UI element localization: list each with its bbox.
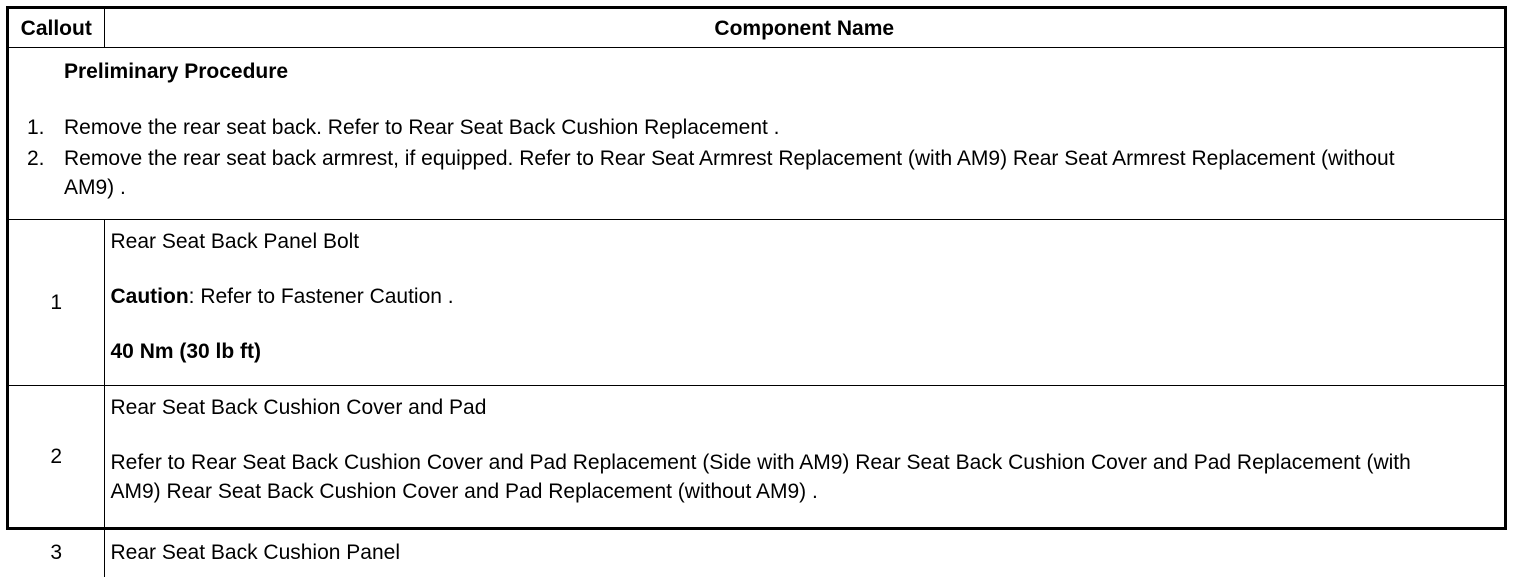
preliminary-step <box>9 113 1504 142</box>
component-name-cell <box>104 220 1504 386</box>
callout-number: 3 <box>9 528 104 577</box>
callout-number: 1 <box>9 220 104 386</box>
preliminary-steps-list <box>9 113 1504 202</box>
torque-spec: 40 Nm (30 lb ft) <box>111 337 1445 366</box>
component-name-column-header: Component Name <box>104 9 1504 48</box>
step-text: Remove the rear seat back armrest, if equipped. Refer to Rear Seat Armrest Replacement (with AM9) Rear Seat Armrest Replacement (without AM9) . <box>64 147 1395 199</box>
component-name-cell <box>104 528 1504 577</box>
step-number: 1. <box>27 113 45 142</box>
component-table-frame <box>6 6 1507 530</box>
table-row <box>9 528 1504 577</box>
table-row <box>9 386 1504 528</box>
preliminary-procedure-row <box>9 48 1504 220</box>
component-name: Rear Seat Back Cushion Panel <box>111 538 1445 567</box>
component-name: Rear Seat Back Cushion Cover and Pad <box>111 393 1445 422</box>
preliminary-step <box>9 144 1504 202</box>
preliminary-procedure-cell <box>9 48 1504 220</box>
table-row <box>9 220 1504 386</box>
reference-note: Refer to Rear Seat Back Cushion Cover and Pad Replacement (Side with AM9) Rear Seat Back Cushion Cover and Pad Replacement (with AM9) Rear Seat Back Cushion Cover and Pad Replacement (without AM9) . <box>111 448 1445 506</box>
preliminary-procedure-title: Preliminary Procedure <box>64 57 1504 86</box>
caution-text: : Refer to Fastener Caution . <box>189 285 454 308</box>
callout-number: 2 <box>9 386 104 528</box>
step-number: 2. <box>27 144 45 173</box>
caution-note <box>111 282 1445 311</box>
step-text: Remove the rear seat back. Refer to Rear Seat Back Cushion Replacement . <box>64 116 780 139</box>
component-name-cell <box>104 386 1504 528</box>
table-header-row <box>9 9 1504 48</box>
component-table <box>9 9 1504 577</box>
component-name: Rear Seat Back Panel Bolt <box>111 227 1445 256</box>
caution-label: Caution <box>111 285 189 308</box>
callout-column-header: Callout <box>9 9 104 48</box>
